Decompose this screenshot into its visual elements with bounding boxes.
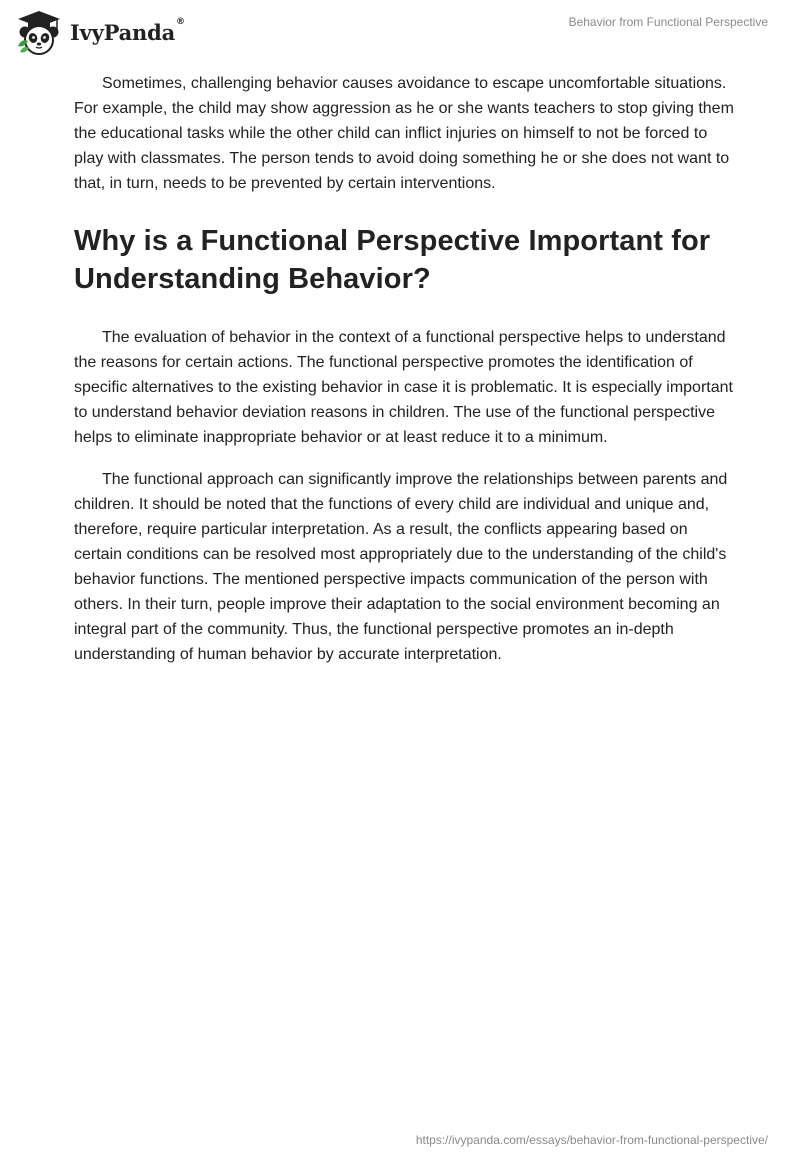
ivypanda-logo[interactable] <box>14 8 185 58</box>
paragraph-avoidance: Sometimes, challenging behavior causes avoidance to escape uncomfortable situations. For example, the child may show aggression as he or she wants teachers to stop giving them the educational tasks while the other child can inflict injuries on himself to not be forced to play with classmates. The person tends to avoid doing something he or she does not want to that, in turn, needs to be prevented by certain interventions. <box>74 75 734 192</box>
paragraph-evaluation: The evaluation of behavior in the context of a functional perspective helps to understand the reasons for certain actions. The functional perspective promotes the identification of specific alternatives to the existing behavior in case it is problematic. It is especially important to understand behavior deviation reasons in children. The use of the functional perspective helps to eliminate inappropriate behavior or at least reduce it to a minimum. <box>74 329 733 446</box>
paragraph-functional-approach: The functional approach can significantly improve the relationships between parents and children. It should be noted that the functions of every child are individual and unique and, therefore, require particular interpretation. As a result, the conflicts appearing based on certain conditions can be resolved most appropriately due to the understanding of the child's behavior functions. The mentioned perspective impacts communication of the person with others. In their turn, people improve their adaptation to the social environment becoming an integral part of the community. Thus, the functional perspective promotes an in-depth understanding of human behavior by accurate interpretation. <box>74 471 728 663</box>
source-url-link[interactable]: https://ivypanda.com/essays/behavior-from-functional-perspective/ <box>415 1133 768 1147</box>
document-title: Behavior from Functional Perspective <box>568 15 768 29</box>
logo-wordmark: IvyPanda® <box>70 16 185 45</box>
section-heading: Why is a Functional Perspective Important for Understanding Behavior? <box>74 225 711 295</box>
page-header <box>0 0 800 64</box>
registered-mark: ® <box>176 16 185 27</box>
article-body <box>74 71 734 667</box>
panda-graduate-icon <box>14 8 64 58</box>
